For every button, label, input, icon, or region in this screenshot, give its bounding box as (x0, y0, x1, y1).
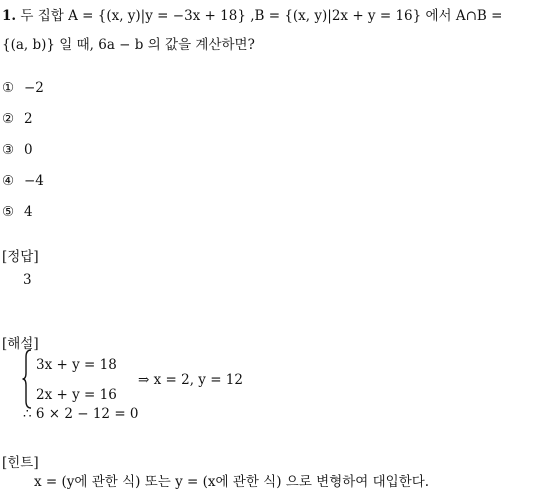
question-text-1: 두 집합 A = {(x, y)|y = −3x + 18} ,B = {(x, y)|2x + y = 16} 에서 A∩B = (20, 8, 503, 24)
hint-text: x = (y에 관한 식) 또는 y = (x에 관한 식) 으로 변형하여 대입한다. (34, 474, 430, 490)
choice-2-text: 2 (24, 111, 33, 127)
system-result: ⇒ x = 2, y = 12 (138, 372, 243, 388)
choice-3-number: ③ (2, 142, 15, 158)
answer-value: 3 (23, 272, 32, 288)
choice-4[interactable] (2, 173, 44, 189)
choice-1[interactable] (2, 80, 44, 96)
choice-1-text: −2 (24, 80, 44, 96)
answer-label: [정답] (2, 249, 39, 265)
question-line-1 (2, 4, 502, 24)
choice-2[interactable] (2, 111, 33, 127)
choice-5-number: ⑤ (2, 204, 15, 220)
choice-5-text: 4 (24, 204, 33, 220)
choice-1-number: ① (2, 80, 15, 96)
equation-1: 3x + y = 18 (36, 357, 117, 373)
choice-2-number: ② (2, 111, 15, 127)
explanation-label: [해설] (2, 336, 39, 352)
choice-4-number: ④ (2, 173, 15, 189)
equation-2: 2x + y = 16 (36, 387, 117, 403)
choice-3[interactable] (2, 142, 33, 158)
system-brace (22, 349, 32, 409)
choice-4-text: −4 (24, 173, 44, 189)
choice-3-text: 0 (24, 142, 33, 158)
choice-5[interactable] (2, 204, 33, 220)
question-text-2: {(a, b)} 일 때, 6a − b 의 값을 계산하면? (2, 37, 255, 53)
question-number: 1. (2, 8, 17, 24)
hint-label: [힌트] (2, 455, 39, 471)
therefore-line: ∴ 6 × 2 − 12 = 0 (23, 406, 139, 422)
